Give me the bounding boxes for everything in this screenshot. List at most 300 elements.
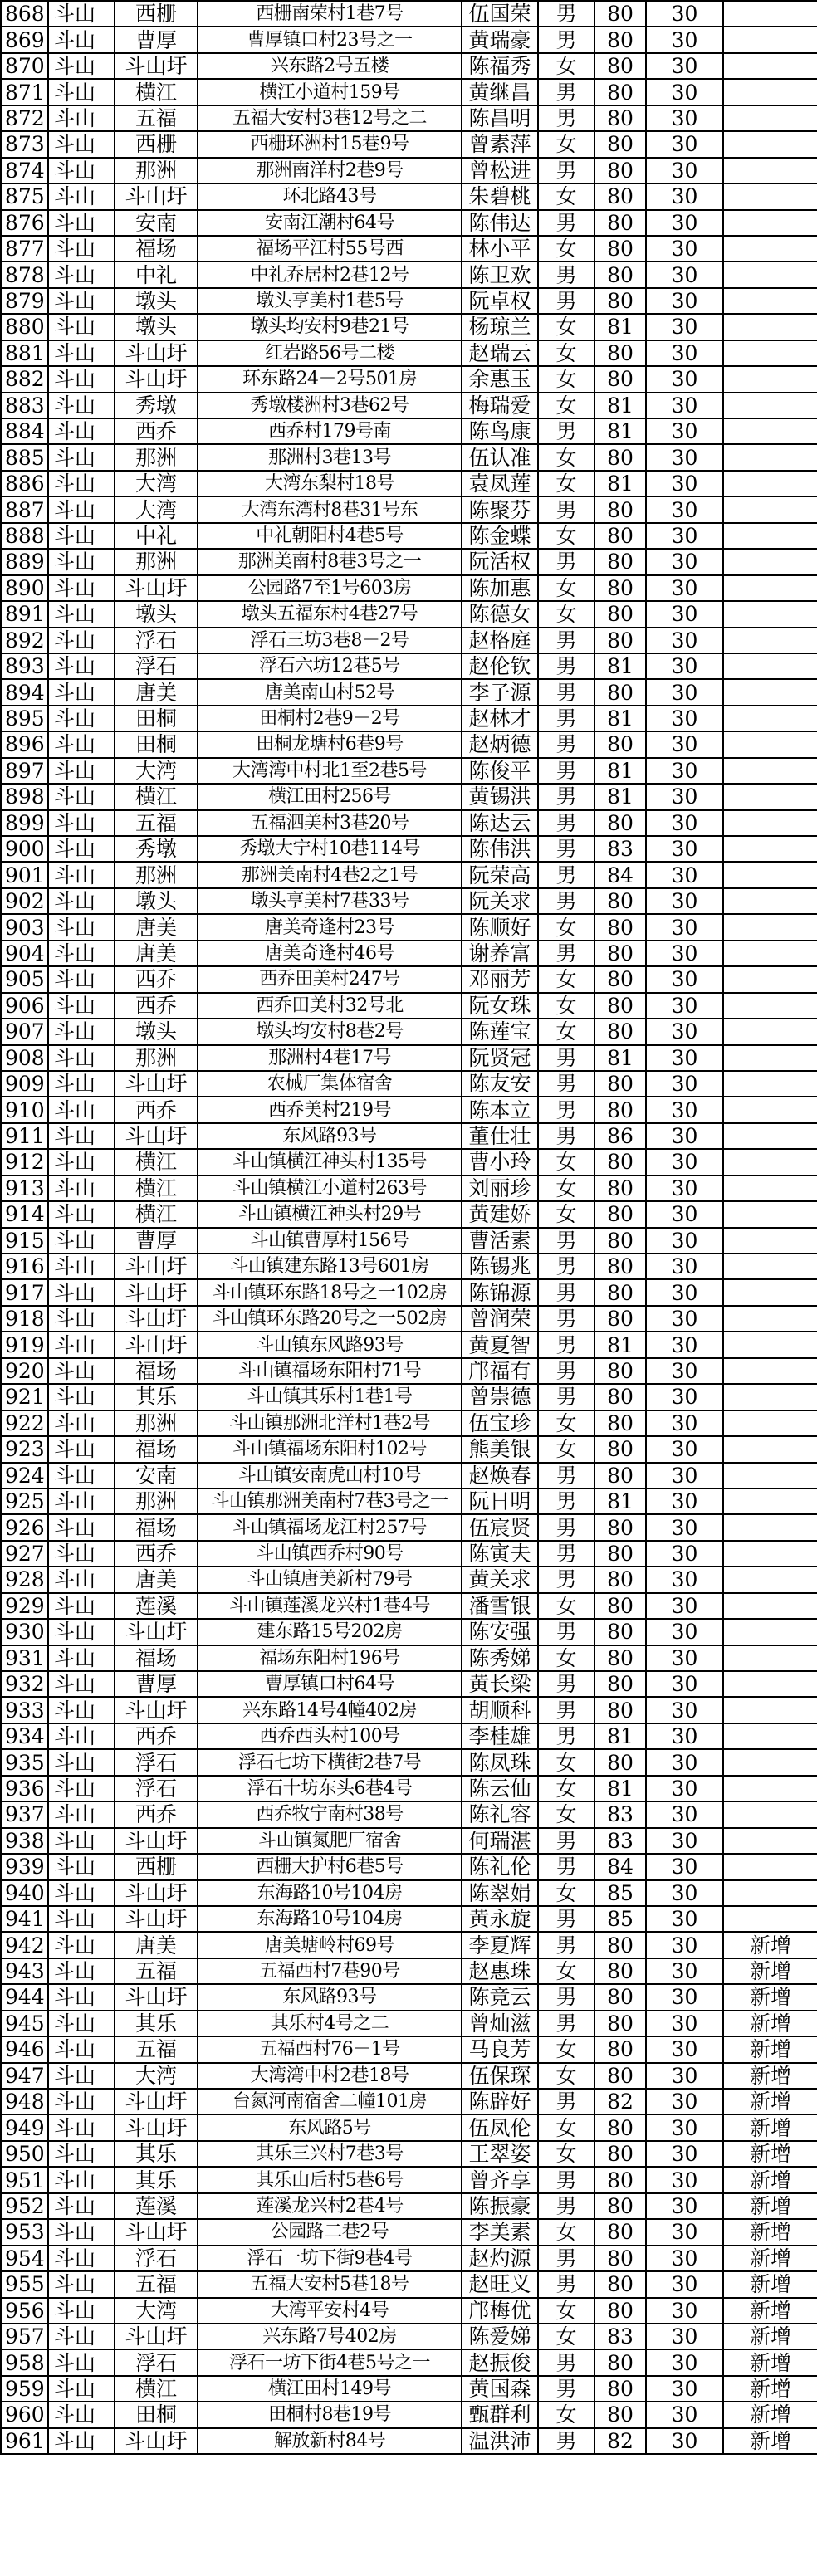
cell-address: 兴东路2号五楼 bbox=[198, 53, 462, 79]
cell-remark: 新增 bbox=[723, 2271, 817, 2297]
cell-address: 斗山镇其乐村1巷1号 bbox=[198, 1384, 462, 1410]
cell-name: 黄锡洪 bbox=[462, 784, 538, 809]
cell-number: 953 bbox=[1, 2219, 48, 2245]
cell-gender: 男 bbox=[538, 1228, 594, 1254]
table-row bbox=[1, 131, 817, 157]
cell-name: 陈锡兆 bbox=[462, 1254, 538, 1279]
cell-amount: 30 bbox=[646, 1436, 723, 1462]
cell-gender: 女 bbox=[538, 314, 594, 340]
cell-remark bbox=[723, 1149, 817, 1175]
cell-address: 西乔田美村247号 bbox=[198, 966, 462, 992]
cell-remark: 新增 bbox=[723, 2089, 817, 2114]
cell-number: 877 bbox=[1, 236, 48, 262]
cell-remark bbox=[723, 1201, 817, 1227]
cell-amount: 30 bbox=[646, 1463, 723, 1488]
cell-village: 福场 bbox=[115, 1514, 198, 1540]
cell-village: 大湾 bbox=[115, 2063, 198, 2089]
cell-remark bbox=[723, 1436, 817, 1462]
cell-gender: 女 bbox=[538, 393, 594, 418]
cell-amount: 30 bbox=[646, 1149, 723, 1175]
cell-amount: 30 bbox=[646, 1097, 723, 1122]
cell-name: 赵伦钦 bbox=[462, 653, 538, 679]
cell-name: 陈金蝶 bbox=[462, 523, 538, 549]
cell-number: 886 bbox=[1, 471, 48, 496]
cell-remark: 新增 bbox=[723, 2063, 817, 2089]
cell-address: 横江田村256号 bbox=[198, 784, 462, 809]
cell-number: 933 bbox=[1, 1697, 48, 1723]
cell-town: 斗山 bbox=[48, 1384, 115, 1410]
cell-town: 斗山 bbox=[48, 2349, 115, 2375]
cell-number: 956 bbox=[1, 2298, 48, 2324]
cell-address: 其乐三兴村7巷3号 bbox=[198, 2141, 462, 2167]
cell-number: 878 bbox=[1, 262, 48, 287]
cell-address: 大湾东梨村18号 bbox=[198, 471, 462, 496]
cell-address: 环北路43号 bbox=[198, 183, 462, 209]
cell-amount: 30 bbox=[646, 1358, 723, 1384]
cell-amount: 30 bbox=[646, 575, 723, 601]
cell-age: 80 bbox=[594, 1749, 646, 1775]
cell-amount: 30 bbox=[646, 366, 723, 392]
cell-remark bbox=[723, 444, 817, 470]
cell-town: 斗山 bbox=[48, 2298, 115, 2324]
cell-gender: 男 bbox=[538, 836, 594, 862]
cell-village: 福场 bbox=[115, 1645, 198, 1671]
cell-name: 黄长梁 bbox=[462, 1671, 538, 1697]
cell-name: 陈礼容 bbox=[462, 1801, 538, 1827]
cell-name: 陈友安 bbox=[462, 1071, 538, 1097]
cell-town: 斗山 bbox=[48, 2324, 115, 2349]
cell-address: 斗山镇横江小道村263号 bbox=[198, 1176, 462, 1201]
cell-name: 赵林才 bbox=[462, 706, 538, 731]
cell-address: 唐美奇逢村46号 bbox=[198, 941, 462, 966]
cell-village: 斗山圩 bbox=[115, 2428, 198, 2454]
cell-number: 961 bbox=[1, 2428, 48, 2454]
cell-village: 五福 bbox=[115, 2271, 198, 2297]
table-row bbox=[1, 1723, 817, 1749]
cell-town: 斗山 bbox=[48, 2141, 115, 2167]
cell-town: 斗山 bbox=[48, 1254, 115, 1279]
table-row bbox=[1, 210, 817, 236]
cell-town: 斗山 bbox=[48, 1541, 115, 1567]
cell-age: 80 bbox=[594, 1019, 646, 1044]
cell-village: 斗山圩 bbox=[115, 575, 198, 601]
table-row bbox=[1, 1332, 817, 1357]
cell-amount: 30 bbox=[646, 601, 723, 627]
cell-town: 斗山 bbox=[48, 418, 115, 444]
cell-amount: 30 bbox=[646, 1488, 723, 1514]
cell-amount: 30 bbox=[646, 2349, 723, 2375]
table-row bbox=[1, 27, 817, 52]
cell-village: 斗山圩 bbox=[115, 2089, 198, 2114]
cell-town: 斗山 bbox=[48, 941, 115, 966]
cell-remark bbox=[723, 1697, 817, 1723]
cell-village: 大湾 bbox=[115, 496, 198, 522]
cell-town: 斗山 bbox=[48, 1880, 115, 1906]
table-row bbox=[1, 1176, 817, 1201]
cell-name: 杨琼兰 bbox=[462, 314, 538, 340]
cell-age: 80 bbox=[594, 679, 646, 705]
cell-town: 斗山 bbox=[48, 262, 115, 287]
cell-village: 斗山圩 bbox=[115, 1279, 198, 1305]
cell-amount: 30 bbox=[646, 1671, 723, 1697]
cell-amount: 30 bbox=[646, 79, 723, 105]
cell-remark bbox=[723, 1463, 817, 1488]
cell-amount: 30 bbox=[646, 2246, 723, 2271]
table-row bbox=[1, 1593, 817, 1619]
cell-amount: 30 bbox=[646, 914, 723, 940]
cell-village: 福场 bbox=[115, 236, 198, 262]
cell-gender: 男 bbox=[538, 158, 594, 183]
cell-address: 西乔牧宁南村38号 bbox=[198, 1801, 462, 1827]
cell-address: 那洲村3巷13号 bbox=[198, 444, 462, 470]
cell-village: 五福 bbox=[115, 105, 198, 131]
cell-name: 陈卫欢 bbox=[462, 262, 538, 287]
table-row bbox=[1, 810, 817, 836]
cell-name: 赵瑞云 bbox=[462, 340, 538, 366]
cell-amount: 30 bbox=[646, 836, 723, 862]
cell-village: 福场 bbox=[115, 1358, 198, 1384]
cell-village: 福场 bbox=[115, 1436, 198, 1462]
cell-gender: 男 bbox=[538, 27, 594, 52]
cell-age: 80 bbox=[594, 941, 646, 966]
cell-village: 西栅 bbox=[115, 1, 198, 27]
cell-gender: 男 bbox=[538, 1671, 594, 1697]
cell-name: 林小平 bbox=[462, 236, 538, 262]
cell-number: 895 bbox=[1, 706, 48, 731]
cell-name: 黄夏智 bbox=[462, 1332, 538, 1357]
cell-amount: 30 bbox=[646, 1906, 723, 1932]
cell-gender: 女 bbox=[538, 2219, 594, 2245]
cell-gender: 男 bbox=[538, 1279, 594, 1305]
cell-amount: 30 bbox=[646, 1854, 723, 1879]
cell-remark bbox=[723, 862, 817, 887]
cell-name: 曾齐享 bbox=[462, 2167, 538, 2192]
cell-remark bbox=[723, 836, 817, 862]
cell-address: 斗山镇横江神头村135号 bbox=[198, 1149, 462, 1175]
cell-address: 斗山镇福场龙江村257号 bbox=[198, 1514, 462, 1540]
cell-village: 那洲 bbox=[115, 1488, 198, 1514]
cell-village: 曹厚 bbox=[115, 1671, 198, 1697]
cell-town: 斗山 bbox=[48, 1279, 115, 1305]
table-row bbox=[1, 2402, 817, 2427]
cell-remark bbox=[723, 1332, 817, 1357]
cell-age: 80 bbox=[594, 2298, 646, 2324]
table-row bbox=[1, 888, 817, 914]
cell-age: 80 bbox=[594, 288, 646, 314]
table-row bbox=[1, 1488, 817, 1514]
cell-town: 斗山 bbox=[48, 1749, 115, 1775]
cell-age: 80 bbox=[594, 1463, 646, 1488]
cell-name: 曾松进 bbox=[462, 158, 538, 183]
cell-number: 926 bbox=[1, 1514, 48, 1540]
cell-remark: 新增 bbox=[723, 2167, 817, 2192]
cell-age: 85 bbox=[594, 1906, 646, 1932]
cell-name: 陈竞云 bbox=[462, 1984, 538, 2010]
cell-remark bbox=[723, 601, 817, 627]
cell-name: 李子源 bbox=[462, 679, 538, 705]
cell-number: 958 bbox=[1, 2349, 48, 2375]
cell-amount: 30 bbox=[646, 1801, 723, 1827]
cell-remark bbox=[723, 183, 817, 209]
cell-village: 横江 bbox=[115, 784, 198, 809]
table-row bbox=[1, 1436, 817, 1462]
cell-gender: 男 bbox=[538, 1514, 594, 1540]
cell-gender: 男 bbox=[538, 210, 594, 236]
table-row bbox=[1, 1906, 817, 1932]
cell-age: 80 bbox=[594, 340, 646, 366]
table-row bbox=[1, 914, 817, 940]
cell-number: 916 bbox=[1, 1254, 48, 1279]
cell-amount: 30 bbox=[646, 1332, 723, 1357]
cell-amount: 30 bbox=[646, 496, 723, 522]
cell-name: 马良芳 bbox=[462, 2036, 538, 2062]
cell-town: 斗山 bbox=[48, 393, 115, 418]
cell-village: 斗山圩 bbox=[115, 1880, 198, 1906]
cell-town: 斗山 bbox=[48, 496, 115, 522]
cell-town: 斗山 bbox=[48, 288, 115, 314]
cell-name: 陈礼伦 bbox=[462, 1854, 538, 1879]
cell-number: 920 bbox=[1, 1358, 48, 1384]
table-row bbox=[1, 1228, 817, 1254]
cell-address: 东风路5号 bbox=[198, 2114, 462, 2140]
cell-amount: 30 bbox=[646, 1828, 723, 1854]
cell-name: 余惠玉 bbox=[462, 366, 538, 392]
cell-number: 942 bbox=[1, 1932, 48, 1958]
cell-name: 陈加惠 bbox=[462, 575, 538, 601]
cell-amount: 30 bbox=[646, 393, 723, 418]
cell-remark bbox=[723, 418, 817, 444]
cell-name: 陈聚芬 bbox=[462, 496, 538, 522]
cell-gender: 男 bbox=[538, 1854, 594, 1879]
cell-number: 941 bbox=[1, 1906, 48, 1932]
table-row bbox=[1, 1071, 817, 1097]
cell-number: 889 bbox=[1, 549, 48, 574]
cell-gender: 男 bbox=[538, 418, 594, 444]
cell-age: 80 bbox=[594, 1984, 646, 2010]
cell-amount: 30 bbox=[646, 1723, 723, 1749]
cell-amount: 30 bbox=[646, 523, 723, 549]
cell-age: 80 bbox=[594, 1384, 646, 1410]
cell-village: 西栅 bbox=[115, 1854, 198, 1879]
cell-age: 80 bbox=[594, 2011, 646, 2036]
cell-age: 80 bbox=[594, 731, 646, 757]
cell-gender: 男 bbox=[538, 2271, 594, 2297]
cell-gender: 女 bbox=[538, 966, 594, 992]
table-row bbox=[1, 2219, 817, 2245]
cell-number: 885 bbox=[1, 444, 48, 470]
cell-number: 874 bbox=[1, 158, 48, 183]
cell-remark bbox=[723, 1123, 817, 1149]
cell-age: 80 bbox=[594, 27, 646, 52]
cell-remark bbox=[723, 131, 817, 157]
cell-age: 80 bbox=[594, 1541, 646, 1567]
cell-name: 刘丽珍 bbox=[462, 1176, 538, 1201]
cell-age: 81 bbox=[594, 1723, 646, 1749]
cell-gender: 女 bbox=[538, 575, 594, 601]
cell-gender: 女 bbox=[538, 2141, 594, 2167]
cell-remark bbox=[723, 914, 817, 940]
cell-address: 西乔美村219号 bbox=[198, 1097, 462, 1122]
cell-amount: 30 bbox=[646, 966, 723, 992]
cell-amount: 30 bbox=[646, 471, 723, 496]
cell-number: 869 bbox=[1, 27, 48, 52]
cell-gender: 男 bbox=[538, 1906, 594, 1932]
cell-name: 陈福秀 bbox=[462, 53, 538, 79]
cell-number: 943 bbox=[1, 1958, 48, 1984]
cell-name: 陈安强 bbox=[462, 1619, 538, 1645]
cell-amount: 30 bbox=[646, 1645, 723, 1671]
cell-gender: 女 bbox=[538, 444, 594, 470]
cell-town: 斗山 bbox=[48, 183, 115, 209]
cell-number: 923 bbox=[1, 1436, 48, 1462]
cell-address: 浮石六坊12巷5号 bbox=[198, 653, 462, 679]
cell-gender: 女 bbox=[538, 1149, 594, 1175]
cell-town: 斗山 bbox=[48, 628, 115, 653]
cell-number: 928 bbox=[1, 1567, 48, 1592]
cell-village: 莲溪 bbox=[115, 1593, 198, 1619]
table-row bbox=[1, 1149, 817, 1175]
cell-town: 斗山 bbox=[48, 236, 115, 262]
cell-town: 斗山 bbox=[48, 79, 115, 105]
table-row bbox=[1, 1854, 817, 1879]
table-row bbox=[1, 2063, 817, 2089]
cell-amount: 30 bbox=[646, 1254, 723, 1279]
cell-amount: 30 bbox=[646, 1228, 723, 1254]
cell-town: 斗山 bbox=[48, 1071, 115, 1097]
cell-gender: 男 bbox=[538, 79, 594, 105]
cell-name: 何瑞湛 bbox=[462, 1828, 538, 1854]
cell-remark: 新增 bbox=[723, 2246, 817, 2271]
cell-remark bbox=[723, 1410, 817, 1436]
cell-gender: 女 bbox=[538, 1749, 594, 1775]
cell-amount: 30 bbox=[646, 2219, 723, 2245]
cell-gender: 女 bbox=[538, 1958, 594, 1984]
cell-age: 80 bbox=[594, 1201, 646, 1227]
cell-address: 西栅南荣村1巷7号 bbox=[198, 1, 462, 27]
cell-name: 曾灿滋 bbox=[462, 2011, 538, 2036]
cell-village: 横江 bbox=[115, 1201, 198, 1227]
cell-remark bbox=[723, 1176, 817, 1201]
cell-address: 大湾湾中村2巷18号 bbox=[198, 2063, 462, 2089]
table-row bbox=[1, 2011, 817, 2036]
cell-amount: 30 bbox=[646, 1, 723, 27]
cell-village: 五福 bbox=[115, 2036, 198, 2062]
cell-number: 904 bbox=[1, 941, 48, 966]
cell-village: 其乐 bbox=[115, 2011, 198, 2036]
cell-name: 李桂雄 bbox=[462, 1723, 538, 1749]
cell-number: 936 bbox=[1, 1776, 48, 1801]
cell-age: 80 bbox=[594, 1279, 646, 1305]
cell-age: 82 bbox=[594, 2428, 646, 2454]
cell-number: 897 bbox=[1, 758, 48, 784]
cell-number: 935 bbox=[1, 1749, 48, 1775]
cell-amount: 30 bbox=[646, 653, 723, 679]
cell-remark bbox=[723, 1228, 817, 1254]
cell-name: 曹活素 bbox=[462, 1228, 538, 1254]
table-row bbox=[1, 79, 817, 105]
cell-amount: 30 bbox=[646, 679, 723, 705]
cell-remark bbox=[723, 1488, 817, 1514]
cell-amount: 30 bbox=[646, 888, 723, 914]
cell-name: 袁凤莲 bbox=[462, 471, 538, 496]
cell-gender: 男 bbox=[538, 1384, 594, 1410]
cell-gender: 女 bbox=[538, 2114, 594, 2140]
cell-gender: 女 bbox=[538, 53, 594, 79]
cell-remark bbox=[723, 1801, 817, 1827]
cell-age: 81 bbox=[594, 653, 646, 679]
cell-town: 斗山 bbox=[48, 2402, 115, 2427]
cell-age: 80 bbox=[594, 1176, 646, 1201]
cell-gender: 女 bbox=[538, 340, 594, 366]
cell-town: 斗山 bbox=[48, 1306, 115, 1332]
cell-remark: 新增 bbox=[723, 2011, 817, 2036]
cell-gender: 女 bbox=[538, 1436, 594, 1462]
cell-remark bbox=[723, 236, 817, 262]
cell-number: 870 bbox=[1, 53, 48, 79]
cell-address: 安南江潮村64号 bbox=[198, 210, 462, 236]
cell-number: 946 bbox=[1, 2036, 48, 2062]
cell-town: 斗山 bbox=[48, 2219, 115, 2245]
cell-number: 894 bbox=[1, 679, 48, 705]
cell-town: 斗山 bbox=[48, 549, 115, 574]
cell-village: 西栅 bbox=[115, 131, 198, 157]
cell-number: 927 bbox=[1, 1541, 48, 1567]
cell-name: 董仕壮 bbox=[462, 1123, 538, 1149]
cell-town: 斗山 bbox=[48, 2036, 115, 2062]
cell-remark bbox=[723, 288, 817, 314]
cell-remark bbox=[723, 340, 817, 366]
cell-name: 李夏辉 bbox=[462, 1932, 538, 1958]
table-row bbox=[1, 314, 817, 340]
table-row bbox=[1, 1097, 817, 1122]
cell-village: 莲溪 bbox=[115, 2193, 198, 2219]
cell-remark bbox=[723, 1097, 817, 1122]
cell-town: 斗山 bbox=[48, 210, 115, 236]
cell-name: 赵格庭 bbox=[462, 628, 538, 653]
cell-gender: 女 bbox=[538, 2298, 594, 2324]
cell-number: 872 bbox=[1, 105, 48, 131]
cell-address: 田桐龙塘村6巷9号 bbox=[198, 731, 462, 757]
cell-number: 957 bbox=[1, 2324, 48, 2349]
cell-name: 胡顺科 bbox=[462, 1697, 538, 1723]
cell-town: 斗山 bbox=[48, 1776, 115, 1801]
cell-address: 曹厚镇口村64号 bbox=[198, 1671, 462, 1697]
cell-remark: 新增 bbox=[723, 2324, 817, 2349]
cell-gender: 男 bbox=[538, 1541, 594, 1567]
cell-number: 871 bbox=[1, 79, 48, 105]
cell-village: 唐美 bbox=[115, 1932, 198, 1958]
cell-remark bbox=[723, 810, 817, 836]
cell-gender: 男 bbox=[538, 758, 594, 784]
cell-amount: 30 bbox=[646, 53, 723, 79]
cell-village: 那洲 bbox=[115, 862, 198, 887]
table-row bbox=[1, 1567, 817, 1592]
cell-town: 斗山 bbox=[48, 1828, 115, 1854]
cell-town: 斗山 bbox=[48, 731, 115, 757]
cell-name: 伍凤伦 bbox=[462, 2114, 538, 2140]
cell-age: 80 bbox=[594, 601, 646, 627]
cell-number: 903 bbox=[1, 914, 48, 940]
table-row bbox=[1, 1410, 817, 1436]
cell-age: 80 bbox=[594, 2036, 646, 2062]
cell-town: 斗山 bbox=[48, 1228, 115, 1254]
cell-remark bbox=[723, 79, 817, 105]
cell-village: 浮石 bbox=[115, 628, 198, 653]
cell-name: 邓丽芳 bbox=[462, 966, 538, 992]
cell-age: 84 bbox=[594, 1854, 646, 1879]
cell-number: 948 bbox=[1, 2089, 48, 2114]
cell-remark: 新增 bbox=[723, 2036, 817, 2062]
